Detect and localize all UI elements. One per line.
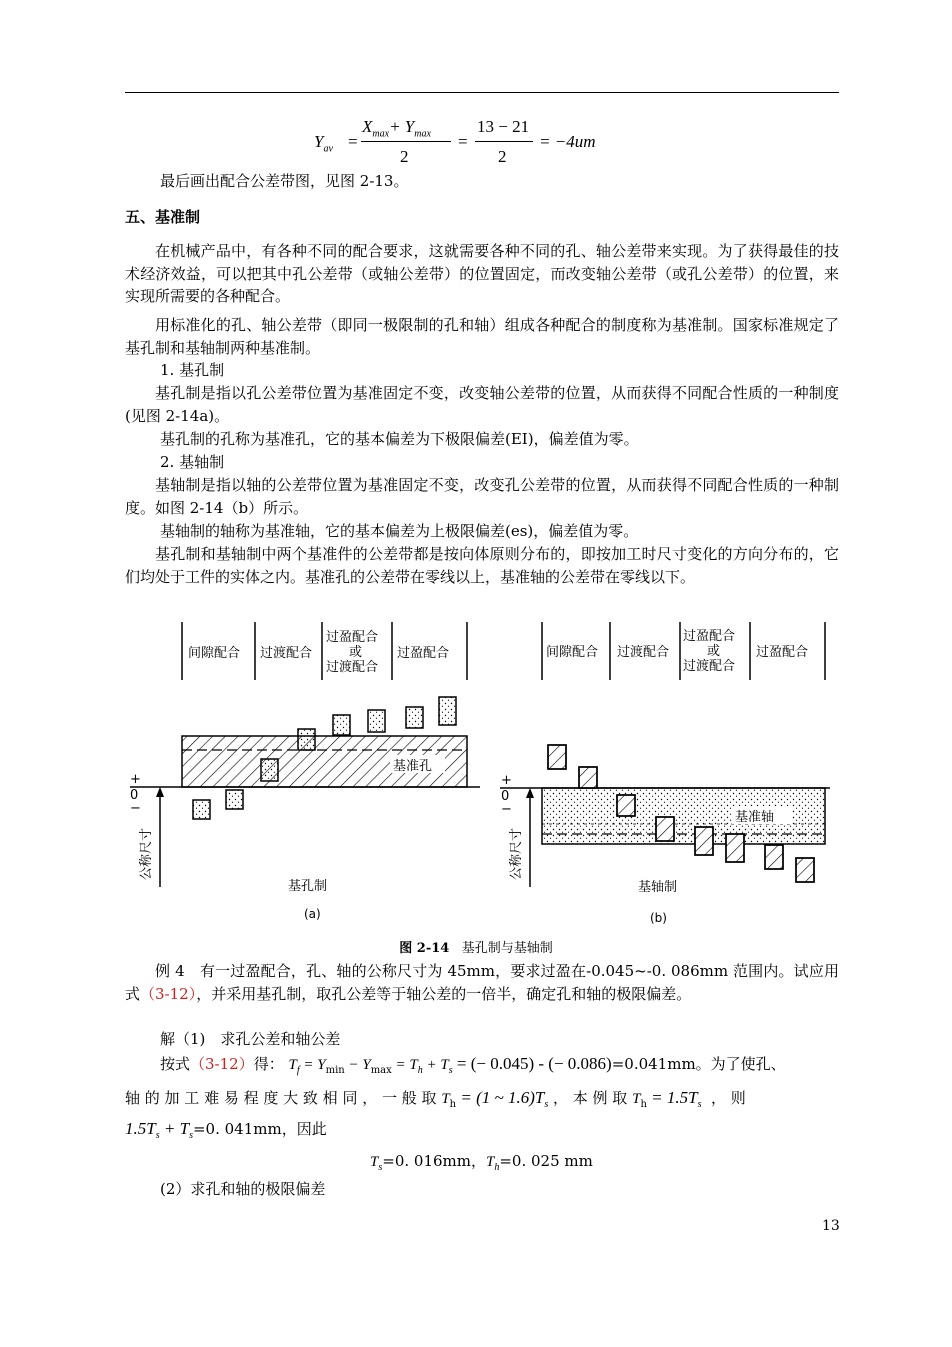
col-mixed-l1: 过盈配合 bbox=[683, 629, 736, 644]
base-hole-label: 基准孔 bbox=[393, 759, 433, 774]
subheading: 2. 基轴制 bbox=[160, 453, 225, 471]
axis-label: 公称尺寸 bbox=[139, 827, 154, 880]
col-transition: 过渡配合 bbox=[617, 645, 670, 660]
figure-a bbox=[130, 622, 480, 921]
formula-line-1: 按式（3-12）得： $T_f = Y_{min} - Y_{max} = T_h + T_s$ = (− 0.045) - (− 0.086)=0.041mm。为了使孔、 bbox=[160, 1054, 786, 1076]
final-line: 最后画出配合公差带图，见图 2-13。 bbox=[160, 172, 409, 190]
formula-line-4: $T_s=0$. 016mm，$T_h=0$. 025 mm bbox=[370, 1152, 593, 1173]
formula-line-2: 轴 的 加 工 难 易 程 度 大 致 相 同 ， 一 般 取 $T_h = (1$ ~ $1.6)T_s$ ， 本 例 取 $T_h = 1.5T_s$ ， 则 bbox=[125, 1088, 746, 1110]
col-clearance: 间隙配合 bbox=[546, 645, 599, 660]
header-rule bbox=[125, 92, 839, 93]
svg-text:0: 0 bbox=[501, 789, 510, 804]
solution-step-2: (2）求孔和轴的极限偏差 bbox=[160, 1180, 326, 1198]
paragraph: 基孔制是指以孔公差带位置为基准固定不变，改变轴公差带的位置，从而获得不同配合性质的一种制度(见图 2-14a)。 bbox=[125, 384, 839, 425]
col-clearance: 间隙配合 bbox=[188, 646, 241, 661]
col-interference: 过盈配合 bbox=[397, 646, 450, 661]
bottom-label: 基轴制 bbox=[638, 880, 678, 895]
svg-text:−: − bbox=[501, 802, 512, 817]
col-mixed-l2: 或 bbox=[349, 645, 363, 660]
section-title: 五、基准制 bbox=[125, 208, 201, 226]
axis-label: 公称尺寸 bbox=[509, 827, 524, 880]
base-shaft-label: 基准轴 bbox=[735, 810, 775, 825]
paragraph: 基轴制的轴称为基准轴，它的基本偏差为上极限偏差(es)，偏差值为零。 bbox=[160, 522, 639, 540]
svg-text:0: 0 bbox=[130, 788, 139, 803]
paragraph: 用标准化的孔、轴公差带（即同一极限制的孔和轴）组成各种配合的制度称为基准制。国家标准规定了基孔制和基轴制两种基准制。 bbox=[125, 316, 839, 357]
svg-text:−: − bbox=[130, 801, 141, 816]
paragraph: 在机械产品中，有各种不同的配合要求，这就需要各种不同的孔、轴公差带来实现。为了获得最佳的技术经济效益，可以把其中孔公差带（或轴公差带）的位置固定，而改变轴公差带（或孔公差带）的位置，来实现所需要的各种配合。 bbox=[125, 242, 839, 305]
figure-caption: 图 2-14 基孔制与基轴制 bbox=[399, 941, 553, 956]
col-mixed-l3: 过渡配合 bbox=[683, 659, 736, 674]
example-paragraph: 例 4 有一过盈配合，孔、轴的公称尺寸为 45mm，要求过盈在-0.045~-0. 086mm 范围内。试应用式（3-12），并采用基孔制，取孔公差等于轴公差的一倍半，确定孔和轴的极限偏差。 bbox=[125, 962, 839, 1003]
col-mixed-l1: 过盈配合 bbox=[326, 630, 379, 645]
sub-label: (b) bbox=[650, 911, 667, 925]
bottom-label: 基孔制 bbox=[288, 879, 328, 894]
formula-line-3: $1.5T_s + T_s=0$. 041mm，因此 bbox=[125, 1119, 327, 1141]
col-mixed-l2: 或 bbox=[707, 644, 721, 659]
figure-2-14 bbox=[120, 612, 840, 932]
paragraph: 基孔制的孔称为基准孔，它的基本偏差为下极限偏差(EI)，偏差值为零。 bbox=[160, 430, 639, 448]
solution-step-1: 解（1) 求孔公差和轴公差 bbox=[160, 1030, 341, 1048]
figure-b bbox=[500, 622, 830, 925]
col-transition: 过渡配合 bbox=[260, 646, 313, 661]
col-mixed-l3: 过渡配合 bbox=[326, 660, 379, 675]
subheading: 1. 基孔制 bbox=[160, 361, 225, 379]
paragraph: 基孔制和基轴制中两个基准件的公差带都是按向体原则分布的，即按加工时尺寸变化的方向分布的，它们均处于工件的实体之内。基准孔的公差带在零线以上，基准轴的公差带在零线以下。 bbox=[125, 545, 839, 586]
sub-label: (a) bbox=[304, 907, 321, 921]
svg-text:+: + bbox=[501, 773, 512, 788]
page-number: 13 bbox=[822, 1218, 840, 1234]
col-interference: 过盈配合 bbox=[756, 645, 809, 660]
svg-text:+: + bbox=[130, 772, 141, 787]
paragraph: 基轴制是指以轴的公差带位置为基准固定不变，改变孔公差带的位置，从而获得不同配合性质的一种制度。如图 2-14（b）所示。 bbox=[125, 476, 839, 517]
